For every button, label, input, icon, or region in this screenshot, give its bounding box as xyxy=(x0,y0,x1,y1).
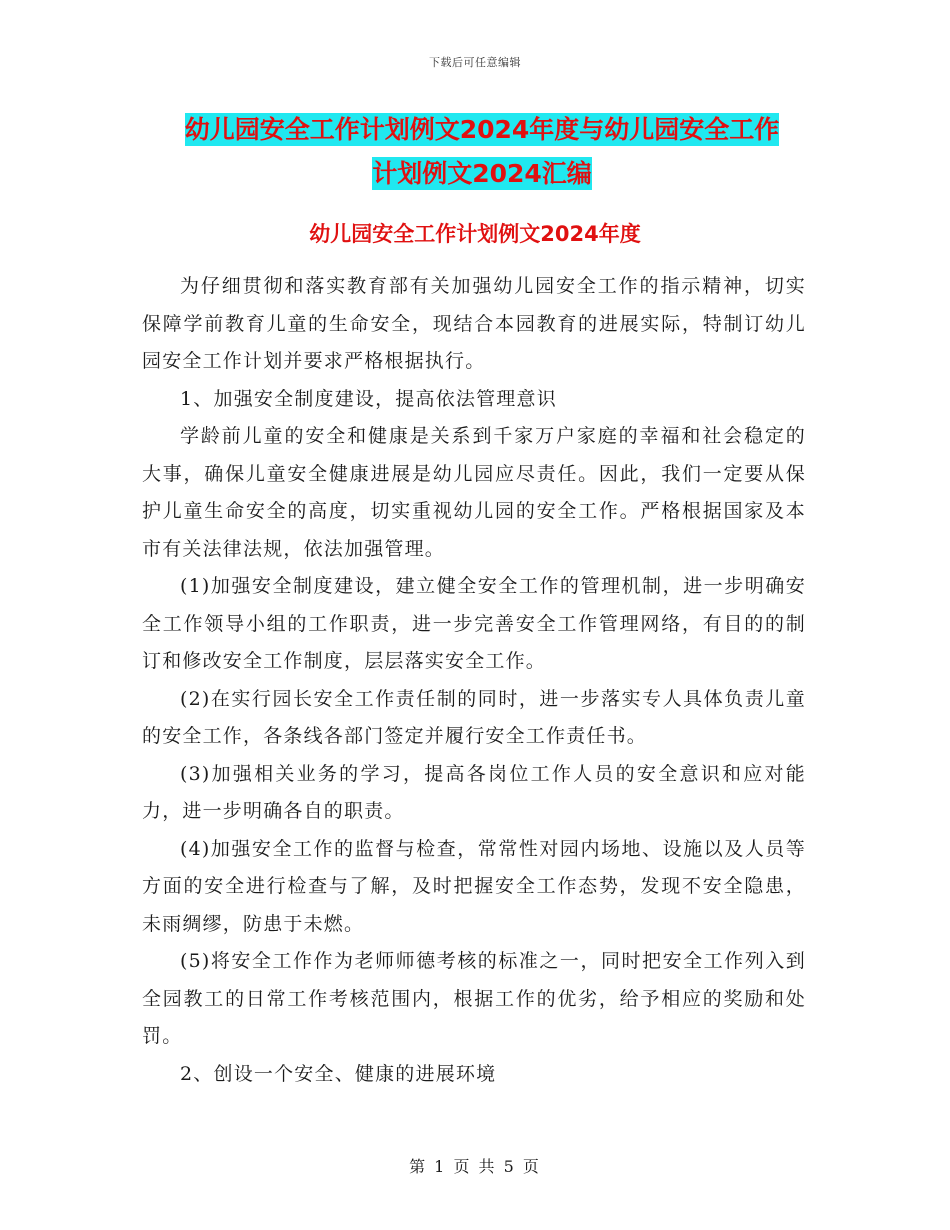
paragraph: 1、加强安全制度建设，提高依法管理意识 xyxy=(180,387,557,410)
document-title-line-1: 幼儿园安全工作计划例文2024年度与幼儿园安全工作 xyxy=(184,115,780,144)
paragraph: (2)在实行园长安全工作责任制的同时，进一步落实专人具体负责儿童的安全工作，各条线各部门签定并履行安全工作责任书。 xyxy=(142,687,806,747)
paragraph: 为仔细贯彻和落实教育部有关加强幼儿园安全工作的指示精神，切实保障学前教育儿童的生命安全，现结合本园教育的进展实际，特制订幼儿园安全工作计划并要求严格根据执行。 xyxy=(142,275,806,372)
section-title: 幼儿园安全工作计划例文2024年度 xyxy=(309,222,641,246)
document-body xyxy=(142,268,806,1093)
paragraph: 学龄前儿童的安全和健康是关系到千家万户家庭的幸福和社会稳定的大事，确保儿童安全健康进展是幼儿园应尽责任。因此，我们一定要从保护儿童生命安全的高度，切实重视幼儿园的安全工作。严格根据国家及本市有关法律法规，依法加强管理。 xyxy=(142,425,806,560)
page-number-footer: 第 1 页 共 5 页 xyxy=(409,1157,541,1176)
paragraph: 2、创设一个安全、健康的进展环境 xyxy=(180,1062,497,1085)
paragraph: (5)将安全工作作为老师师德考核的标准之一，同时把安全工作列入到全园教工的日常工作考核范围内，根据工作的优劣，给予相应的奖励和处罚。 xyxy=(142,950,806,1047)
document-title-line-2: 计划例文2024汇编 xyxy=(372,159,592,188)
page-header-note: 下载后可任意编辑 xyxy=(429,56,521,69)
paragraph: (3)加强相关业务的学习，提高各岗位工作人员的安全意识和应对能力，进一步明确各自的职责。 xyxy=(142,762,806,822)
document-title xyxy=(142,108,822,196)
paragraph: (4)加强安全工作的监督与检查，常常性对园内场地、设施以及人员等方面的安全进行检查与了解，及时把握安全工作态势，发现不安全隐患，未雨绸缪，防患于未燃。 xyxy=(142,837,806,935)
paragraph: (1)加强安全制度建设，建立健全安全工作的管理机制，进一步明确安全工作领导小组的工作职责，进一步完善安全工作管理网络，有目的的制订和修改安全工作制度，层层落实安全工作。 xyxy=(142,575,806,672)
